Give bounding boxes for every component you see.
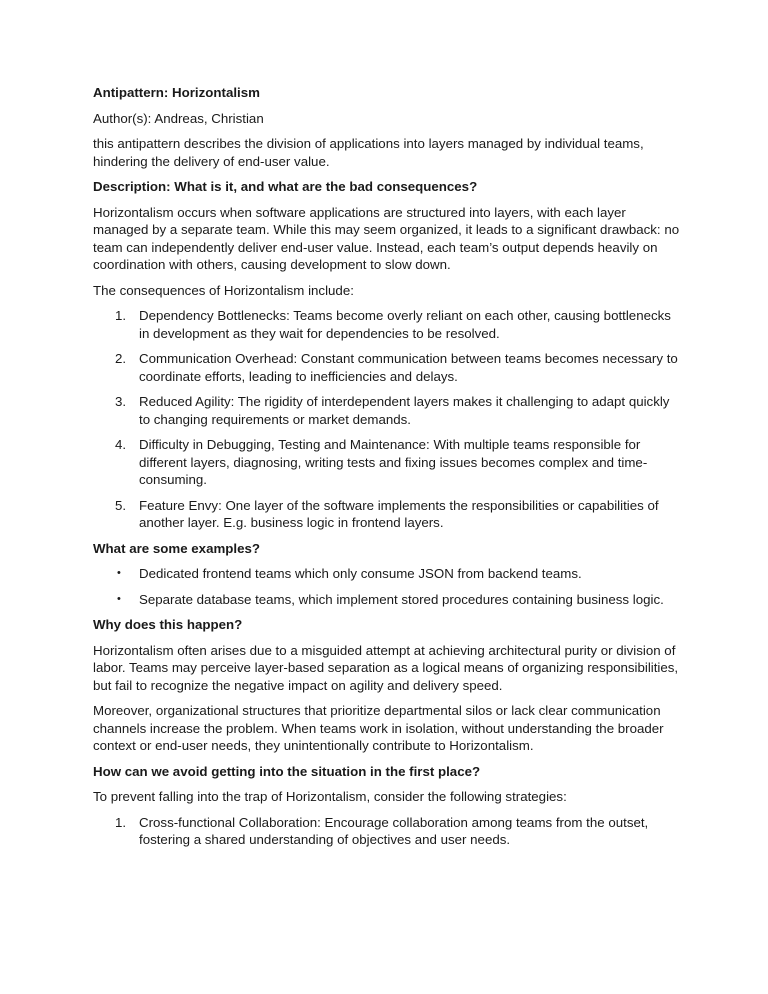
consequences-intro: The consequences of Horizontalism include: — [93, 282, 354, 298]
consequence-text: Reduced Agility: The rigidity of interdependent layers makes it challenging to adapt quickly to changing requirements or market demands. — [139, 394, 670, 427]
consequence-item — [93, 393, 683, 428]
why-heading: Why does this happen? — [93, 617, 243, 632]
avoid-heading: How can we avoid getting into the situation in the first place? — [93, 763, 481, 779]
bullet-marker: • — [117, 567, 121, 579]
example-item — [93, 591, 683, 609]
list-number: 4. — [115, 437, 127, 452]
document-title: Antipattern: Horizontalism — [93, 85, 260, 100]
example-text: Dedicated frontend teams which only consume JSON from backend teams. — [139, 566, 582, 581]
description-paragraph: Horizontalism occurs when software applications are structured into layers, with each layer managed by a separate team. While this may seem organized, it leads to a significant drawback: no team can independently deliver end-user value. Instead, each team’s output depends heavily on coordination with others, causing development to slow down. — [93, 204, 680, 272]
consequences-list — [93, 307, 683, 532]
list-number: 1. — [115, 814, 127, 830]
example-text: Separate database teams, which implement stored procedures containing business logic. — [139, 591, 664, 607]
list-number: 2. — [115, 351, 127, 366]
consequence-text: Communication Overhead: Constant communication between teams becomes necessary to coordinate efforts, leading to inefficiencies and delays. — [139, 351, 678, 384]
strategies-list — [93, 814, 683, 849]
list-number: 5. — [115, 497, 127, 513]
consequence-item — [93, 350, 683, 385]
authors-line: Author(s): Andreas, Christian — [93, 110, 264, 126]
summary-paragraph: this antipattern describes the division of applications into layers managed by individual teams, hindering the delivery of end-user value. — [93, 136, 644, 169]
consequence-item — [93, 497, 683, 532]
bullet-marker: • — [117, 592, 121, 605]
list-number: 1. — [115, 308, 127, 323]
why-paragraph-1: Horizontalism often arises due to a misguided attempt at achieving architectural purity or division of labor. Teams may perceive layer-based separation as a logical means of organizing responsibilities, but fail to recognize the negative impact on agility and delivery speed. — [93, 642, 679, 693]
consequence-text: Dependency Bottlenecks: Teams become overly reliant on each other, causing bottlenecks in development as they wait for dependencies to be resolved. — [139, 308, 671, 341]
avoid-intro: To prevent falling into the trap of Horizontalism, consider the following strategies: — [93, 789, 567, 804]
consequence-text: Difficulty in Debugging, Testing and Maintenance: With multiple teams responsible for different layers, diagnosing, writing tests and fixing issues becomes complex and time-consuming. — [139, 437, 648, 487]
document-page — [93, 84, 683, 857]
consequence-text: Feature Envy: One layer of the software implements the responsibilities or capabilities of another layer. E.g. business logic in frontend layers. — [139, 497, 659, 530]
strategy-item — [93, 814, 683, 849]
examples-heading: What are some examples? — [93, 540, 261, 556]
why-paragraph-2: Moreover, organizational structures that prioritize departmental silos or lack clear communication channels increase the problem. When teams work in isolation, without understanding the broader context or end-user needs, they unintentionally contribute to Horizontalism. — [93, 703, 664, 753]
examples-list — [93, 565, 683, 608]
list-number: 3. — [115, 394, 127, 409]
consequence-item — [93, 436, 683, 489]
description-heading: Description: What is it, and what are the bad consequences? — [93, 179, 478, 194]
consequence-item — [93, 307, 683, 342]
example-item — [93, 565, 683, 583]
strategy-text: Cross-functional Collaboration: Encourage collaboration among teams from the outset, fostering a shared understanding of objectives and user needs. — [139, 814, 649, 847]
